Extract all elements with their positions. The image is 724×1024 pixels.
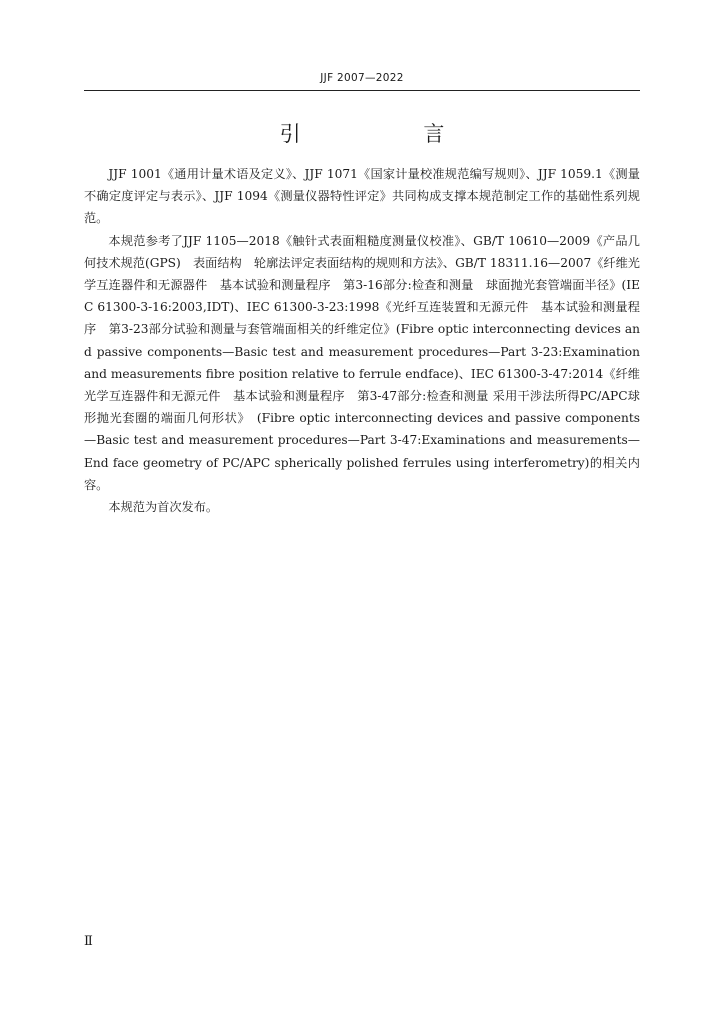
header-divider — [84, 90, 640, 91]
page-title: 引 言 — [279, 122, 503, 146]
paragraph-first-release: 本规范为首次发布。 — [108, 500, 219, 515]
paragraph-references: 本规范参考了JJF 1105—2018《触针式表面粗糙度测量仪校准》、GB/T 10610—2009《产品几何技术规范(GPS) 表面结构 轮廓法评定表面结构的规则和方法》、GB/T 18311.16—2007《纤维光学互连器件和无源器件 基本试验和测量程序 第3-16部分:检查和测量 球面抛光套管端面半径》(IEC 61300-3-16:2003,IDT)、IEC 61300-3-23:1998《光纤互连装置和无源元件 基本试验和测量程序 第3-23部分试验和测量与套管端面相关的纤维定位》(Fibre optic interconnecting devices and passive components—Basic test and measurement procedures—Part 3-23:Examination and measurements fibre position relative to ferrule endface)、IEC 61300-3-47:2014《纤维光学互连器件和无源元件 基本试验和测量程序 第3-47部分:检查和测量 采用干涉法所得PC/APC球形抛光套圈的端面几何形状》 (Fibre optic interconnecting devices and passive components—Basic test and measurement procedures—Part 3-47:Examinations and measurements—End face geometry of PC/APC spherically polished ferrules using interferometry)的相关内容。 — [84, 233, 640, 492]
standard-code-header: JJF 2007—2022 — [320, 72, 404, 84]
document-body — [84, 163, 640, 518]
page-number: Ⅱ — [84, 934, 93, 949]
paragraph-related-standards: JJF 1001《通用计量术语及定义》、JJF 1071《国家计量校准规范编写规则》、JJF 1059.1《测量不确定度评定与表示》、JJF 1094《测量仪器特性评定》共同构成支撑本规范制定工作的基础性系列规范。 — [84, 167, 640, 226]
